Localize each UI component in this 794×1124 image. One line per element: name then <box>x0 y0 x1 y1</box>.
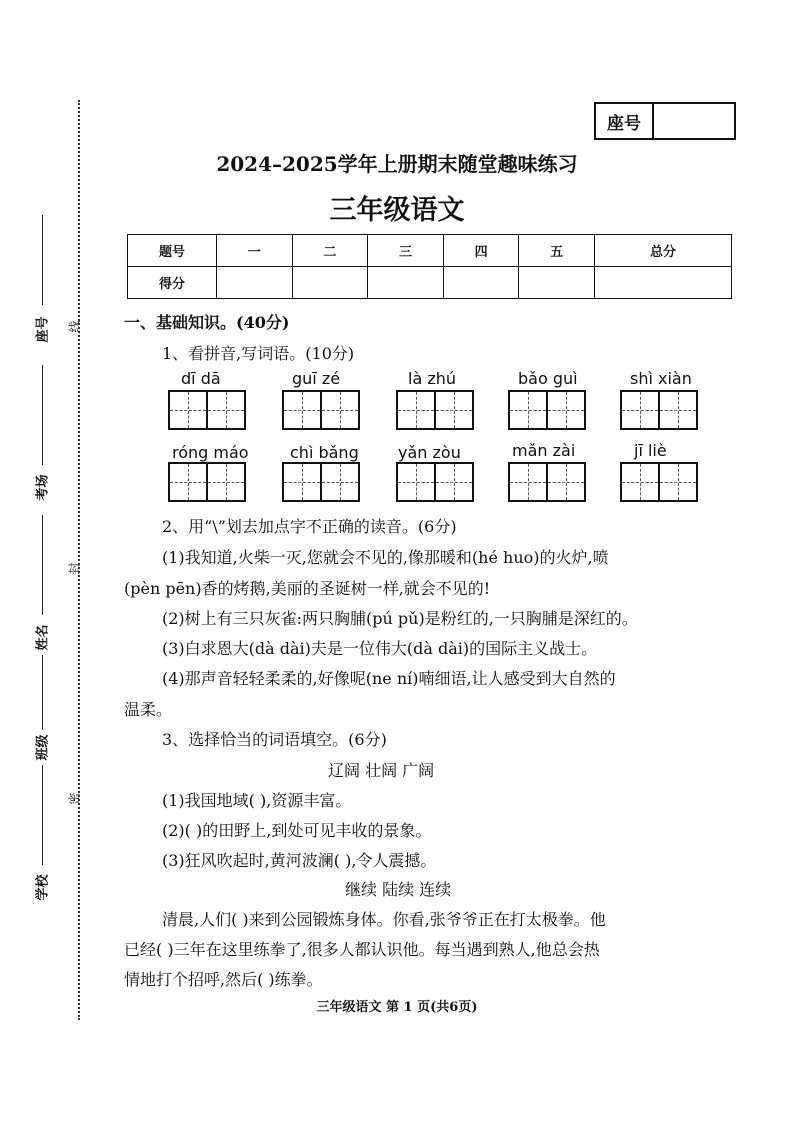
q3-paragraph-line-1: 清晨,人们( )来到公园锻炼身体。你看,张爷爷正在打太极拳。他 <box>162 910 606 929</box>
margin-name-line <box>42 515 43 615</box>
score-input-cell[interactable] <box>519 267 595 299</box>
score-row-label: 得分 <box>128 267 217 299</box>
pinyin-label: jī liè <box>634 441 667 460</box>
margin-class-line <box>42 655 43 730</box>
pinyin-label: là zhú <box>408 369 457 388</box>
score-table-header-row <box>128 235 732 267</box>
seat-box-blank[interactable] <box>654 104 734 138</box>
pinyin-label: mǎn zài <box>512 441 576 460</box>
margin-name-label: 姓名 <box>35 624 51 651</box>
score-header-cell: 三 <box>368 235 444 267</box>
pinyin-label: guī zé <box>292 369 341 388</box>
score-header-cell: 五 <box>519 235 595 267</box>
subject-title: 三年级语文 <box>329 195 465 226</box>
pinyin-label: róng máo <box>172 443 249 462</box>
score-header-cell: 四 <box>443 235 519 267</box>
pinyin-label: dī dā <box>181 369 221 388</box>
seat-box-label: 座号 <box>596 104 654 138</box>
margin-school-line <box>42 765 43 865</box>
cut-mark-mi: 密 <box>67 792 82 805</box>
score-header-cell: 一 <box>217 235 293 267</box>
score-table <box>127 234 732 299</box>
score-table-score-row <box>128 267 732 299</box>
q3-word-options-1: 辽阔 壮阔 广阔 <box>328 761 435 780</box>
writing-grid[interactable] <box>168 462 246 502</box>
q2-item-3: (3)白求恩大(dà dài)夫是一位伟大(dà dài)的国际主义战士。 <box>162 639 598 658</box>
q2-item-2: (2)树上有三只灰雀:两只胸脯(pú pǔ)是粉红的,一只胸脯是深红的。 <box>162 609 638 628</box>
margin-seat-line <box>42 215 43 305</box>
seat-number-box <box>594 102 736 140</box>
exam-title: 2024–2025学年上册期末随堂趣味练习 <box>216 152 578 176</box>
q2-item-1a: (1)我知道,火柴一灭,您就会不见的,像那暖和(hé huo)的火炉,喷 <box>162 548 609 567</box>
writing-grid[interactable] <box>282 462 360 502</box>
pinyin-label: shì xiàn <box>630 369 692 388</box>
writing-grid[interactable] <box>282 390 360 430</box>
q3-paragraph-line-3: 情地打个招呼,然后( )练拳。 <box>124 970 323 989</box>
writing-grid[interactable] <box>396 390 474 430</box>
writing-grid[interactable] <box>508 390 586 430</box>
pinyin-label: chì bǎng <box>290 443 359 462</box>
q3-paragraph-line-2: 已经( )三年在这里练拳了,很多人都认识他。每当遇到熟人,他总会热 <box>124 940 600 959</box>
q3-word-options-2: 继续 陆续 连续 <box>345 880 452 899</box>
writing-grid[interactable] <box>508 462 586 502</box>
score-input-cell[interactable] <box>368 267 444 299</box>
q2-item-1b: (pèn pēn)香的烤鹅,美丽的圣诞树一样,就会不见的! <box>124 579 491 598</box>
margin-school-label: 学校 <box>35 874 51 901</box>
writing-grid[interactable] <box>620 462 698 502</box>
score-header-cell: 二 <box>292 235 368 267</box>
cut-mark-feng: 封 <box>67 562 82 575</box>
margin-room-line <box>42 365 43 465</box>
q3-sentence-1: (1)我国地域( ),资源丰富。 <box>162 791 352 810</box>
margin-seat-label: 座号 <box>35 316 51 343</box>
writing-grid[interactable] <box>396 462 474 502</box>
score-input-cell[interactable] <box>292 267 368 299</box>
margin-room-label: 考场 <box>35 474 51 501</box>
pinyin-label: bǎo guì <box>518 369 578 388</box>
section-1-heading: 一、基础知识。(40分) <box>124 313 290 332</box>
q2-item-4a: (4)那声音轻轻柔柔的,好像呢(ne ní)喃细语,让人感受到大自然的 <box>162 669 616 688</box>
score-input-cell[interactable] <box>443 267 519 299</box>
margin-class-label: 班级 <box>35 734 51 761</box>
score-header-cell: 题号 <box>128 235 217 267</box>
page-footer: 三年级语文 第 1 页(共6页) <box>316 1000 478 1015</box>
q2-item-4b: 温柔。 <box>124 700 173 719</box>
score-header-cell: 总分 <box>594 235 731 267</box>
binding-dotted-line <box>78 100 80 1020</box>
q2-title: 2、用“\”划去加点字不正确的读音。(6分) <box>162 517 457 536</box>
writing-grid[interactable] <box>620 390 698 430</box>
q3-title: 3、选择恰当的词语填空。(6分) <box>162 730 387 749</box>
pinyin-label: yǎn zòu <box>398 443 461 462</box>
score-input-cell[interactable] <box>217 267 293 299</box>
q3-sentence-3: (3)狂风吹起时,黄河波澜( ),令人震撼。 <box>162 851 437 870</box>
q3-sentence-2: (2)( )的田野上,到处可见丰收的景象。 <box>162 821 432 840</box>
q1-title: 1、看拼音,写词语。(10分) <box>162 344 355 363</box>
writing-grid[interactable] <box>168 390 246 430</box>
score-input-cell[interactable] <box>594 267 731 299</box>
cut-mark-xian: 线 <box>67 320 82 333</box>
